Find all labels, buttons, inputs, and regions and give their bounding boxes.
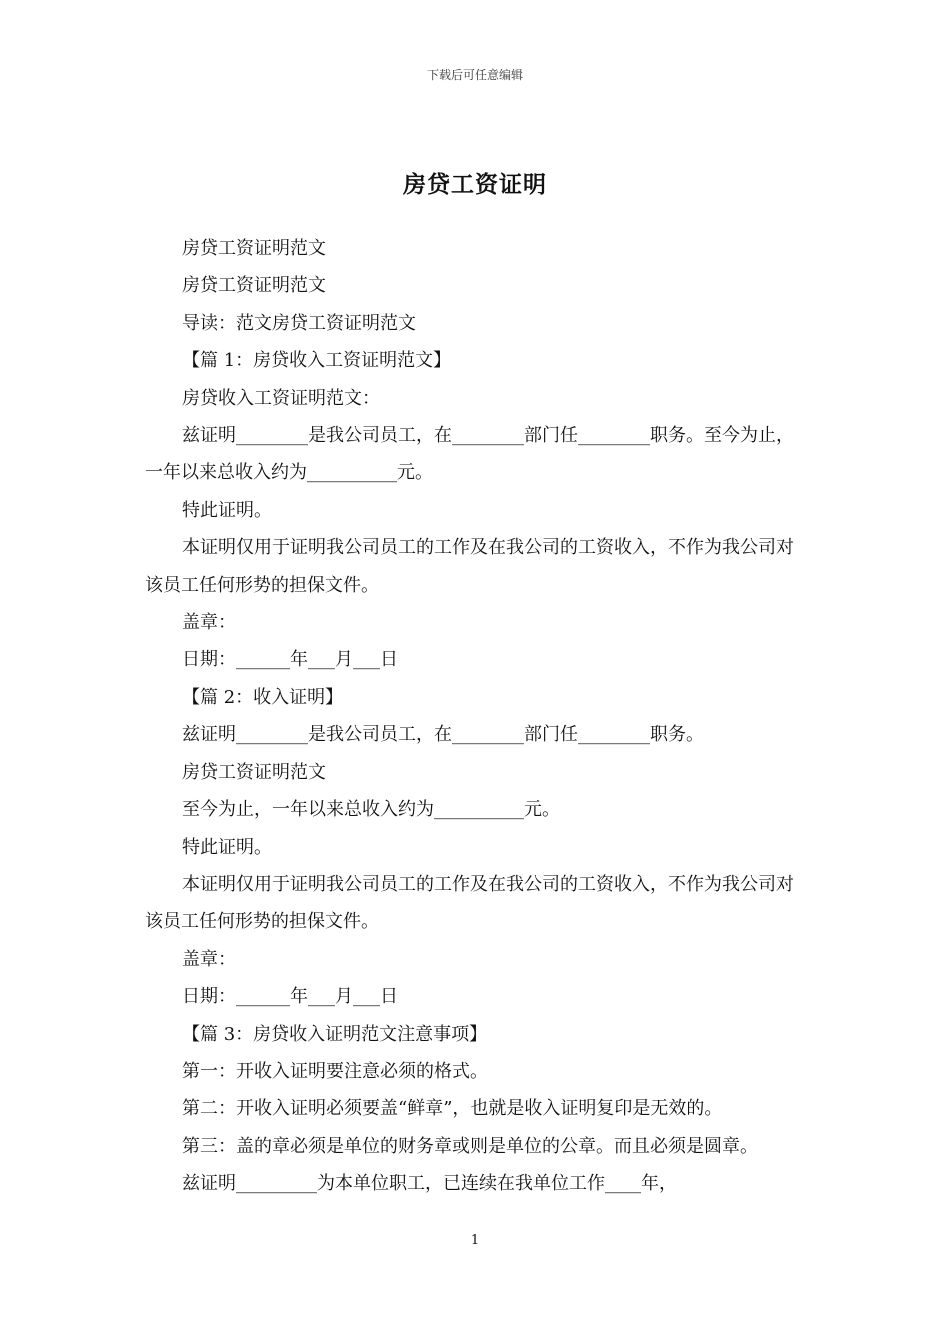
section-heading-3: 【篇 3：房贷收入证明范文注意事项】	[182, 1023, 488, 1045]
document-body	[145, 230, 807, 1203]
paragraph: 第三：盖的章必须是单位的财务章或则是单位的公章。而且必须是圆章。	[182, 1135, 758, 1157]
paragraph: 第一：开收入证明要注意必须的格式。	[182, 1060, 488, 1082]
header-note: 下载后可任意编辑	[426, 68, 523, 82]
paragraph: 本证明仅用于证明我公司员工的工作及在我公司的工资收入，不作为我公司对该员工任何形势的担保文件。	[145, 537, 794, 596]
paragraph: 至今为止，一年以来总收入约为__________元。	[182, 799, 560, 821]
section-heading-2: 【篇 2：收入证明】	[182, 686, 344, 708]
paragraph: 日期：______年___月___日	[182, 986, 398, 1008]
paragraph: 房贷工资证明范文	[182, 761, 326, 783]
document-title: 房贷工资证明	[403, 171, 547, 199]
paragraph: 房贷收入工资证明范文：	[182, 387, 380, 409]
paragraph: 兹证明________是我公司员工，在________部门任________职务。	[182, 724, 704, 746]
paragraph: 兹证明_________为本单位职工，已连续在我单位工作____年，	[182, 1173, 677, 1195]
section-heading-1: 【篇 1：房贷收入工资证明范文】	[182, 350, 452, 372]
paragraph: 日期：______年___月___日	[182, 649, 398, 671]
page-number: 1	[470, 1233, 480, 1248]
paragraph: 房贷工资证明范文	[182, 275, 326, 297]
paragraph: 第二：开收入证明必须要盖“鲜章”，也就是收入证明复印是无效的。	[182, 1098, 723, 1120]
paragraph: 兹证明________是我公司员工，在________部门任________职务。至今为止，一年以来总收入约为__________元。	[145, 425, 794, 484]
paragraph: 盖章：	[182, 948, 236, 970]
paragraph: 特此证明。	[182, 836, 272, 858]
paragraph: 房贷工资证明范文	[182, 238, 326, 259]
paragraph: 盖章：	[182, 612, 236, 634]
paragraph: 特此证明。	[182, 499, 272, 521]
paragraph: 本证明仅用于证明我公司员工的工作及在我公司的工资收入，不作为我公司对该员工任何形势的担保文件。	[145, 873, 794, 933]
paragraph: 导读：范文房贷工资证明范文	[182, 312, 416, 334]
